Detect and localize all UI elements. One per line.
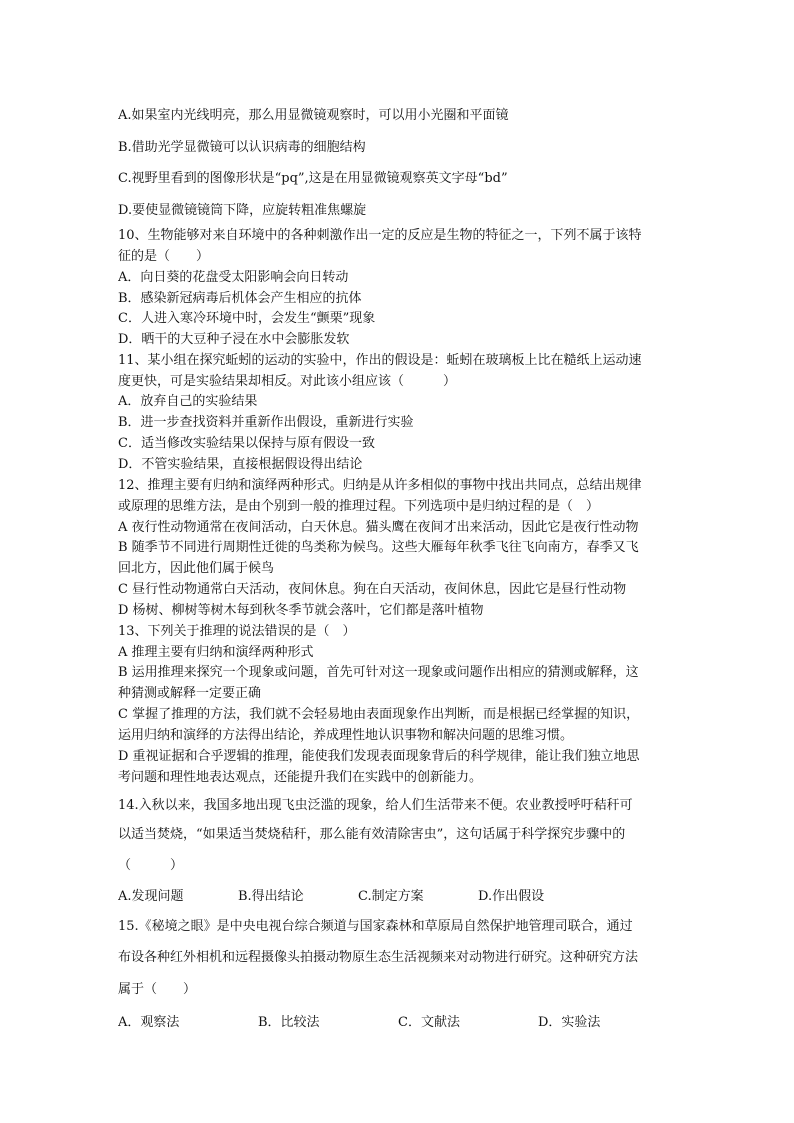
q12-option-d: D 杨树、柳树等树木每到秋冬季节就会落叶，它们都是落叶植物 [118, 603, 484, 618]
q9-option-a: A.如果室内光线明亮，那么用显微镜观察时，可以用小光圈和平面镜 [118, 108, 509, 123]
q11-option-b: B．进一步查找资料并重新作出假设，重新进行实验 [118, 415, 414, 430]
q12-option-b-cont: 回北方，因此他们属于候鸟 [118, 561, 275, 576]
q10-option-d: D．晒干的大豆种子浸在水中会膨胀发软 [118, 332, 350, 347]
q14-option-d: D.作出假设 [478, 889, 545, 904]
q11-stem-line1: 11、某小组在探究蚯蚓的运动的实验中，作出的假设是：蚯蚓在玻璃板上比在糙纸上运动速 [118, 353, 642, 368]
q15-option-d: D．实验法 [538, 1015, 601, 1030]
q14-option-b: B.得出结论 [238, 889, 304, 904]
q13-option-c-cont: 运用归纳和演绎的方法得出结论，养成理性地认识事物和解决问题的思维习惯。 [118, 728, 574, 743]
q13-option-d-cont: 考问题和理性地表达观点，还能提升我们在实践中的创新能力。 [118, 770, 483, 785]
q13-option-b-cont: 种猜测或解释一定要正确 [118, 686, 262, 701]
q15-stem-line3: 属于（ ） [118, 982, 197, 997]
q14-stem-line2: 以适当焚烧，“如果适当焚烧秸秆，那么能有效清除害虫”，这句话属于科学探究步骤中的 [118, 827, 626, 842]
q9-option-d: D.要使显微镜镜筒下降，应旋转粗准焦螺旋 [118, 203, 367, 218]
q12-option-b: B 随季节不同进行周期性迁徙的鸟类称为候鸟。这些大雁每年秋季飞往飞向南方，春季又飞 [118, 540, 639, 555]
q15-stem-line1: 15.《秘境之眼》是中央电视台综合频道与国家森林和草原局自然保护地管理司联合，通过 [118, 919, 633, 934]
q10-option-c: C．人进入寒冷环境中时，会发生“颤栗”现象 [118, 311, 376, 326]
q10-stem-line1: 10、生物能够对来自环境中的各种刺激作出一定的反应是生物的特征之一，下列不属于该特 [118, 228, 642, 243]
q15-option-b: B．比较法 [258, 1015, 320, 1030]
q13-option-a: A 推理主要有归纳和演绎两种形式 [118, 645, 314, 660]
q11-option-d: D．不管实验结果，直接根据假设得出结论 [118, 457, 363, 472]
q9-option-b: B.借助光学显微镜可以认识病毒的细胞结构 [118, 140, 366, 155]
q15-option-a: A．观察法 [118, 1015, 180, 1030]
q11-stem-line2: 度更快，可是实验结果却相反。对此该小组应该（ ） [118, 374, 457, 389]
q13-stem: 13、下列关于推理的说法错误的是（ ） [118, 624, 356, 639]
q10-stem-line2: 征的是（ ） [118, 249, 210, 264]
q13-option-c: C 掌握了推理的方法，我们就不会轻易地由表面现象作出判断，而是根据已经掌握的知识， [118, 707, 640, 722]
q15-options [118, 1011, 678, 1030]
q14-option-a: A.发现问题 [118, 889, 184, 904]
q13-option-d: D 重视证据和合乎逻辑的推理，能使我们发现表面现象背后的科学规律，能让我们独立地思 [118, 749, 640, 764]
q12-option-c: C 昼行性动物通常白天活动，夜间休息。狗在白天活动，夜间休息，因此它是昼行性动物 [118, 582, 627, 597]
q11-option-a: A．放弃自己的实验结果 [118, 394, 258, 409]
q9-option-c: C.视野里看到的图像形状是“pq”,这是在用显微镜观察英文字母“bd” [118, 171, 508, 186]
q10-option-a: A．向日葵的花盘受太阳影响会向日转动 [118, 270, 349, 285]
q10-option-b: B．感染新冠病毒后机体会产生相应的抗体 [118, 291, 362, 306]
q13-option-b: B 运用推理来探究一个现象或问题，首先可针对这一现象或问题作出相应的猜测或解释，这 [118, 665, 639, 680]
q12-option-a: A 夜行性动物通常在夜间活动，白天休息。猫头鹰在夜间才出来活动，因此它是夜行性动物 [118, 520, 639, 535]
q12-stem-line2: 或原理的思维方法，是由个别到一般的推理过程。下列选项中是归纳过程的是（ ） [118, 499, 600, 514]
q11-option-c: C．适当修改实验结果以保持与原有假设一致 [118, 436, 375, 451]
q12-stem-line1: 12、推理主要有归纳和演绎两种形式。归纳是从许多相似的事物中找出共同点，总结出规律 [118, 478, 642, 493]
q14-options [118, 885, 678, 904]
q15-option-c: C．文献法 [398, 1015, 460, 1030]
q14-option-c: C.制定方案 [358, 889, 424, 904]
q14-stem-line3: （ ） [118, 858, 184, 873]
q15-stem-line2: 布设各种红外相机和远程摄像头拍摄动物原生态生活视频来对动物进行研究。这种研究方法 [118, 950, 639, 965]
q14-stem-line1: 14.入秋以来，我国多地出现飞虫泛滥的现象，给人们生活带来不便。农业教授呼吁秸秆可 [118, 798, 633, 813]
